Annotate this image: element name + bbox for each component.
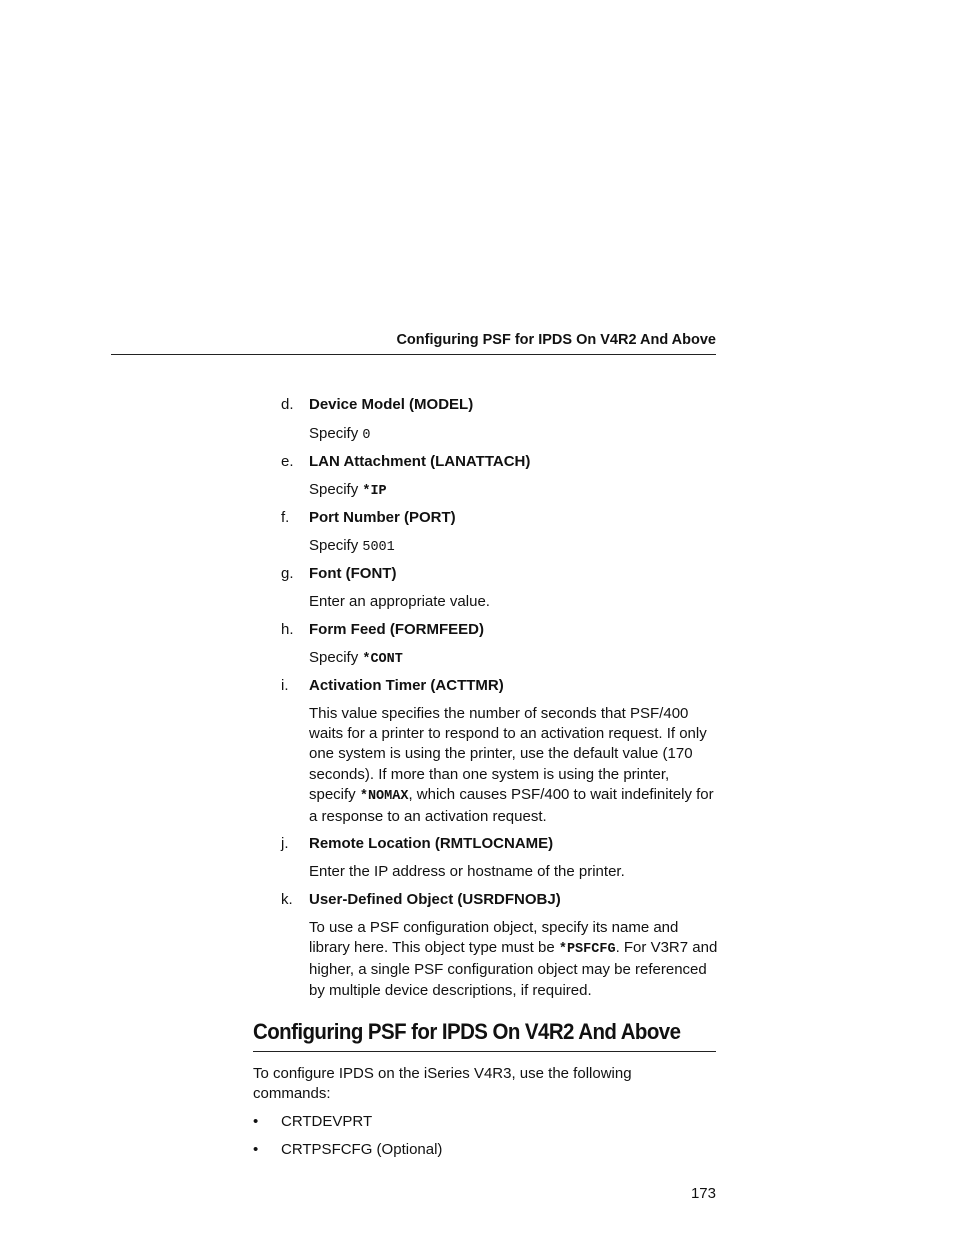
section-rule: [253, 1051, 716, 1052]
code-value: 0: [362, 428, 371, 443]
header-rule: [111, 354, 716, 355]
code-value: *IP: [362, 484, 387, 499]
bullet-icon: •: [253, 1141, 259, 1158]
list-marker: g.: [281, 565, 294, 582]
item-label: Form Feed (FORMFEED): [309, 621, 484, 638]
section-intro: To configure IPDS on the iSeries V4R3, use the following commands:: [253, 1065, 632, 1103]
item-label: Remote Location (RMTLOCNAME): [309, 835, 554, 852]
item-body: To use a PSF configuration object, specify its name and library here. This object type must be *PSFCFG. For V3R7 and higher, a single PSF configuration object may be referenced by multiple device descriptions, if required.: [309, 919, 718, 999]
section-heading: Configuring PSF for IPDS On V4R2 And Above: [253, 1019, 681, 1044]
bullet-item: CRTPSFCFG (Optional): [281, 1141, 443, 1158]
item-label: LAN Attachment (LANATTACH): [309, 453, 531, 470]
item-label: Activation Timer (ACTTMR): [309, 677, 504, 694]
list-marker: f.: [281, 509, 290, 526]
list-marker: i.: [281, 677, 289, 694]
item-label: Port Number (PORT): [309, 509, 456, 526]
list-marker: e.: [281, 453, 294, 470]
item-body: This value specifies the number of seconds that PSF/400 waits for a printer to respond to an activation request. If only one system is using the printer, use the default value (170 seconds). If more than one system is using the printer, specify *NOMAX, which causes PSF/400 to wait indefinitely for a response to an activation request.: [309, 705, 714, 826]
code-value: *CONT: [362, 652, 403, 667]
list-marker: d.: [281, 396, 294, 413]
item-body: Specify 0: [309, 425, 371, 443]
item-body: Specify *IP: [309, 481, 387, 499]
item-label: User-Defined Object (USRDFNOBJ): [309, 891, 561, 908]
code-value: *PSFCFG: [558, 942, 616, 958]
item-label: Device Model (MODEL): [309, 396, 474, 413]
item-body: Enter the IP address or hostname of the printer.: [309, 863, 625, 880]
list-marker: k.: [281, 891, 293, 908]
bullet-item: CRTDEVPRT: [281, 1113, 373, 1130]
code-value: 5001: [362, 540, 395, 555]
item-body: Enter an appropriate value.: [309, 593, 490, 610]
running-head: Configuring PSF for IPDS On V4R2 And Above: [396, 332, 716, 348]
bullet-icon: •: [253, 1113, 259, 1130]
list-marker: h.: [281, 621, 294, 638]
page-number: 173: [690, 1185, 716, 1202]
item-body: Specify 5001: [309, 537, 395, 555]
item-body: Specify *CONT: [309, 649, 403, 667]
code-value: *NOMAX: [359, 788, 409, 804]
item-label: Font (FONT): [309, 565, 397, 582]
list-marker: j.: [281, 835, 289, 852]
